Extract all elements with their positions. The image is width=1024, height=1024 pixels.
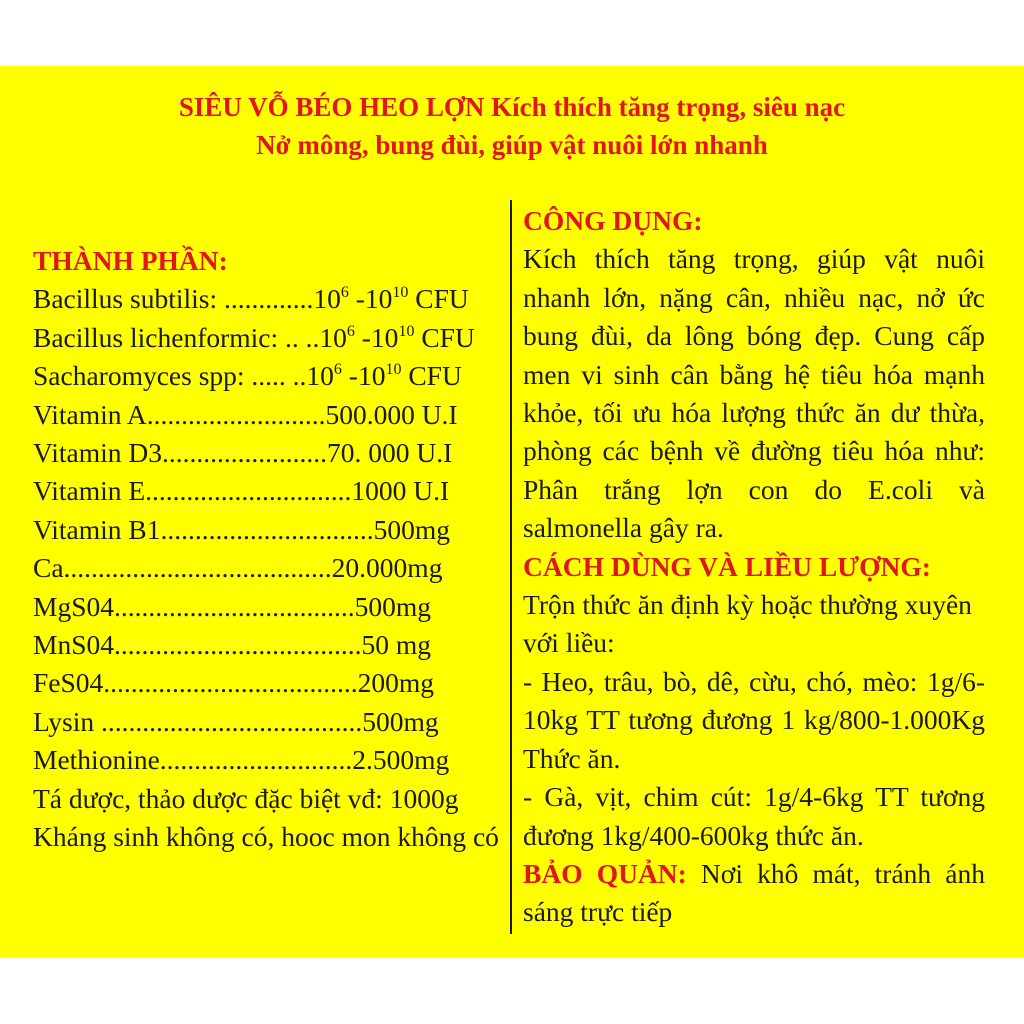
- ingredient-row: Vitamin B1...............................500mg: [33, 513, 450, 545]
- product-title: [0, 88, 1024, 164]
- ingredient-row: Vitamin A..........................500.000 U.I: [33, 398, 458, 430]
- storage-heading: BẢO QUẢN:: [523, 857, 687, 889]
- ingredient-row: Bacillus lichenformic: .. ..10$^6$ $-10^{10}$ CFU: [33, 321, 475, 353]
- uses-heading: CÔNG DỤNG:: [523, 205, 703, 236]
- title-line-2: Nở mông, bung đùi, giúp vật nuôi lớn nhanh: [256, 130, 768, 160]
- ingredient-row: Methionine............................2.500mg: [33, 744, 450, 776]
- column-divider: [510, 200, 512, 934]
- antibiotic-note: Kháng sinh không có, hooc mon không có: [33, 821, 499, 853]
- dosage-heading: CÁCH DÙNG VÀ LIỀU LƯỢNG:: [523, 550, 931, 582]
- ingredient-row: Bacillus subtilis: .............10$^6$ $-10^{10}$ CFU: [33, 283, 469, 315]
- product-label: [0, 66, 1024, 958]
- title-line-1: SIÊU VỖ BÉO HEO LỢN Kích thích tăng trọng, siêu nạc: [178, 92, 846, 122]
- uses-text: Kích thích tăng trọng, giúp vật nuôi nhanh lớn, nặng cân, nhiều nạc, nở ức bung đùi, da lông bóng đẹp. Cung cấp men vi sinh cân bằng hệ tiêu hóa mạnh khỏe, tối ưu hóa lượng thức ăn dư thừa, phòng các bệnh về đường tiêu hóa như: Phân trắng lợn con do E.coli và salmonella gây ra.: [523, 243, 985, 544]
- dosage-line-livestock: - Heo, trâu, bò, dê, cừu, chó, mèo: 1g/6-10kg TT tương đương 1 kg/800-1.000Kg Thức ăn.: [523, 665, 985, 774]
- composition-section: [33, 242, 503, 857]
- ingredient-row: Vitamin D3........................70. 000 U.I: [33, 437, 453, 469]
- ingredient-row: Vitamin E..............................1000 U.I: [33, 475, 450, 507]
- info-column: [523, 202, 985, 932]
- composition-heading: THÀNH PHẦN:: [33, 245, 228, 276]
- ingredient-row: Sacharomyces spp: ..... ..10$^6$ $-10^{10}$ CFU: [33, 360, 462, 392]
- ingredient-row: MgS04...................................500mg: [33, 590, 432, 622]
- dosage-intro: Trộn thức ăn định kỳ hoặc thường xuyên với liều:: [523, 589, 972, 659]
- storage-text: Nơi khô mát, tránh ánh sáng trực tiếp: [523, 857, 985, 928]
- ingredient-row: MnS04....................................50 mg: [33, 629, 432, 661]
- ingredient-row: Ca.......................................20.000mg: [33, 552, 443, 584]
- ingredient-row: Tá dược, thảo dược đặc biệt vđ: 1000g: [33, 782, 459, 814]
- dosage-line-poultry: - Gà, vịt, chim cút: 1g/4-6kg TT tương đương 1kg/400-600kg thức ăn.: [523, 781, 985, 851]
- storage-block: [523, 855, 985, 932]
- ingredient-row: FeS04.....................................200mg: [33, 667, 435, 699]
- ingredient-row: Lysin ......................................500mg: [33, 705, 439, 737]
